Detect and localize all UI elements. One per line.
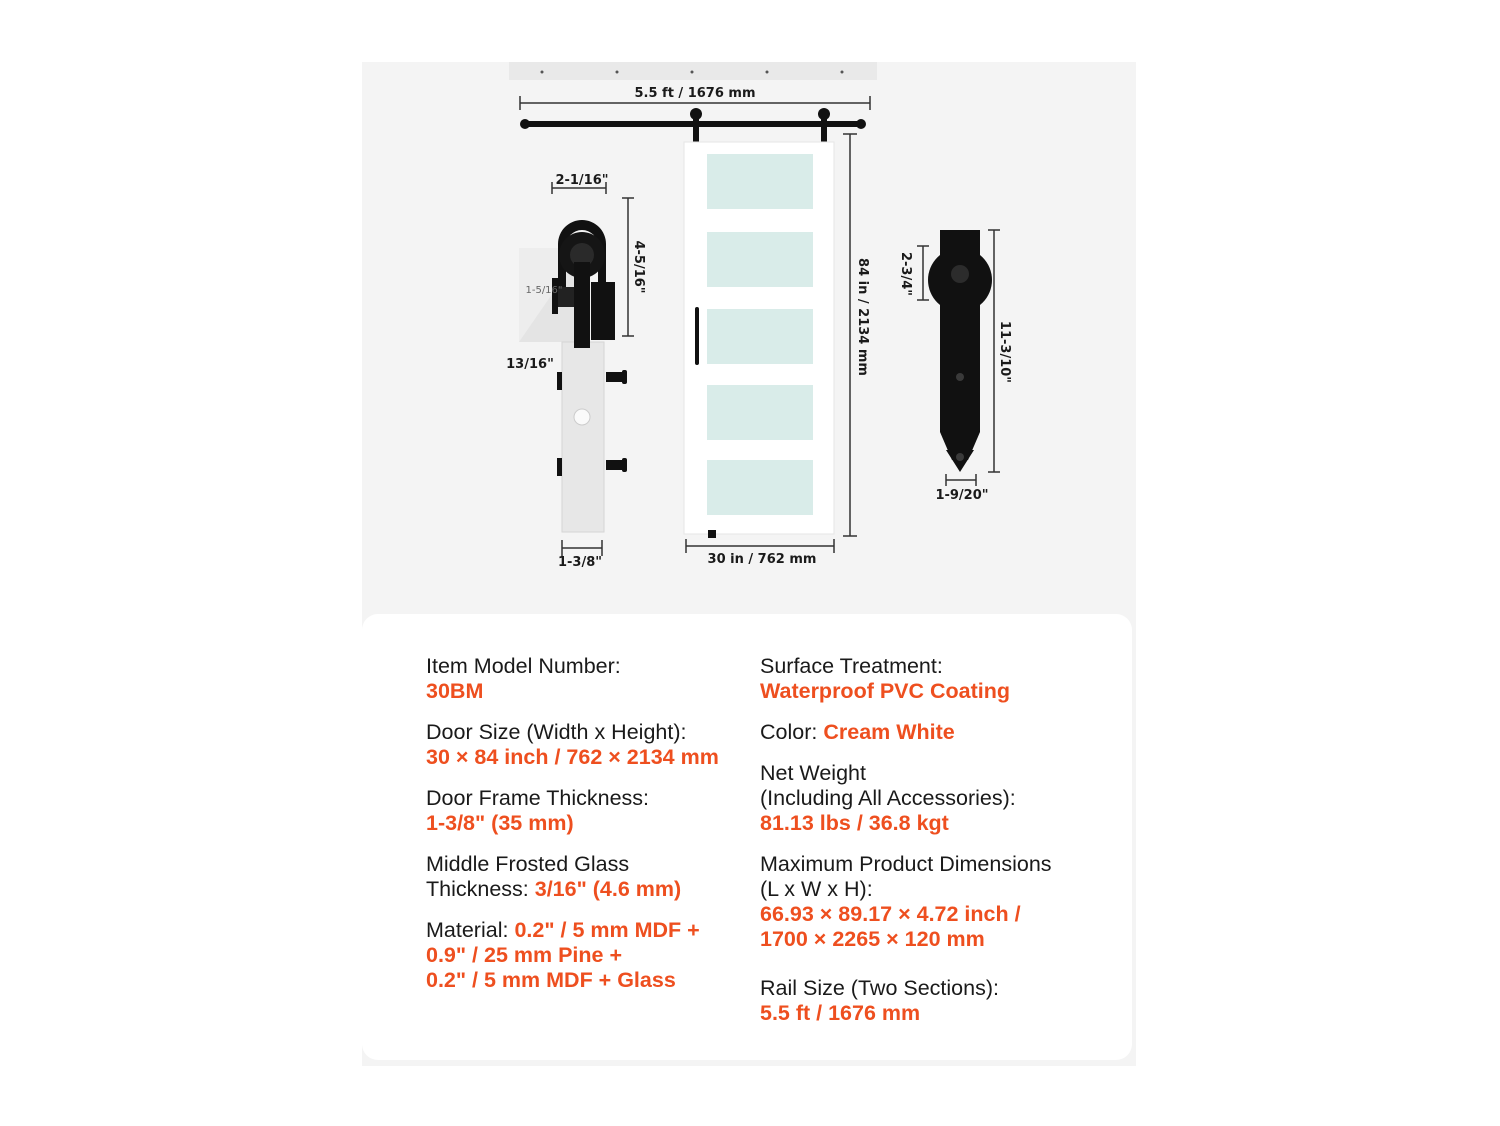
hanger-top-width-label: 2-1/16" — [555, 173, 609, 188]
rail-size-label: Rail Size (Two Sections): — [760, 976, 999, 1000]
color-spec — [760, 720, 1120, 745]
specs-left-column — [426, 654, 756, 993]
strap-hanger — [928, 230, 992, 472]
net-weight-value: 81.13 lbs / 36.8 kgt — [760, 811, 949, 835]
model-number-spec — [426, 654, 756, 704]
strap-length-label: 11-3/10" — [997, 320, 1012, 384]
max-dimensions-value-line2: 1700 × 2265 × 120 mm — [760, 927, 985, 951]
door-size-value: 30 × 84 inch / 762 × 2134 mm — [426, 745, 719, 769]
glass-label-line2: Thickness: — [426, 877, 529, 901]
color-label: Color: — [760, 720, 818, 744]
surface-treatment-spec — [760, 654, 1120, 704]
door-width-label: 30 in / 762 mm — [707, 552, 817, 567]
door-size-spec — [426, 720, 756, 770]
specs-right-column — [760, 654, 1120, 1026]
side-hanger-view — [519, 220, 627, 532]
max-dimensions-spec — [760, 852, 1120, 952]
wheel-offset-label: 1-5/16" — [525, 285, 563, 296]
door-handle — [695, 307, 699, 365]
specifications-panel — [362, 614, 1132, 1060]
material-spec — [426, 918, 756, 993]
dimension-diagram — [362, 62, 1136, 622]
net-weight-spec — [760, 761, 1120, 836]
surface-treatment-label: Surface Treatment: — [760, 654, 943, 678]
rail-size-spec — [760, 976, 1120, 1026]
frame-thickness-spec-value: 1-3/8" (35 mm) — [426, 811, 574, 835]
glass-thickness-value: 3/16" (4.6 mm) — [534, 877, 682, 901]
material-label: Material: — [426, 918, 509, 942]
frame-thickness-label: 1-3/8" — [557, 555, 603, 570]
model-number-value: 30BM — [426, 679, 484, 703]
strap-top-dimension-line — [917, 246, 929, 300]
material-value-line1: 0.2" / 5 mm MDF + — [514, 918, 700, 942]
strap-bottom-dimension-line — [946, 474, 976, 486]
rail-length-label: 5.5 ft / 1676 mm — [634, 86, 756, 101]
door-size-label: Door Size (Width x Height): — [426, 720, 687, 744]
net-weight-label-line2: (Including All Accessories): — [760, 786, 1016, 810]
hanger-height-label: 4-5/16" — [631, 240, 646, 294]
barn-door — [684, 142, 834, 538]
frame-thickness-spec-label: Door Frame Thickness: — [426, 786, 650, 810]
max-dimensions-label-line2: (L x W x H): — [760, 877, 873, 901]
door-width-dimension-line — [686, 539, 834, 553]
strap-bottom-label: 1-9/20" — [935, 488, 989, 503]
strap-top-label: 2-3/4" — [898, 251, 913, 297]
glass-thickness-spec — [426, 852, 756, 902]
net-weight-label-line1: Net Weight — [760, 761, 866, 785]
model-number-label: Item Model Number: — [426, 654, 621, 678]
frame-thickness-dimension-line — [562, 540, 602, 556]
material-value-line3: 0.2" / 5 mm MDF + Glass — [426, 968, 676, 992]
surface-treatment-value: Waterproof PVC Coating — [760, 679, 1011, 703]
material-value-line2: 0.9" / 25 mm Pine + — [426, 943, 623, 967]
door-height-dimension-line — [843, 134, 857, 536]
rail-size-value: 5.5 ft / 1676 mm — [760, 1001, 921, 1025]
max-dimensions-label-line1: Maximum Product Dimensions — [760, 852, 1052, 876]
color-value: Cream White — [823, 720, 955, 744]
glass-label-line1: Middle Frosted Glass — [426, 852, 630, 876]
max-dimensions-value-line1: 66.93 × 89.17 × 4.72 inch / — [760, 902, 1021, 926]
product-card — [362, 62, 1136, 1066]
frame-thickness-spec — [426, 786, 756, 836]
spacer-label: 13/16" — [506, 357, 554, 372]
door-height-label: 84 in / 2134 mm — [855, 258, 870, 376]
